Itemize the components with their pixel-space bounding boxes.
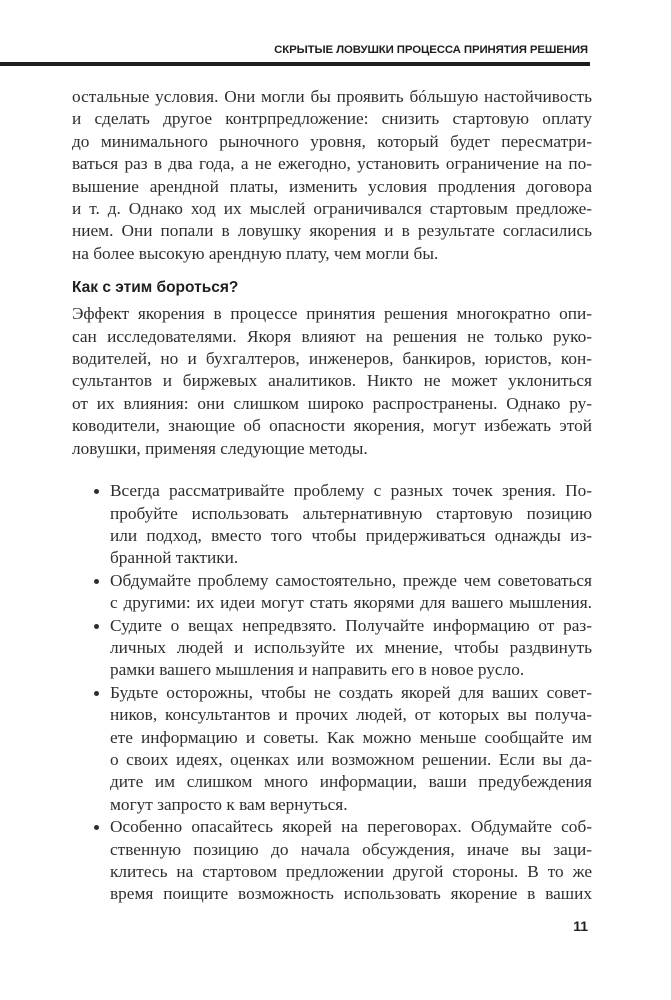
text-line: водителей, но и бухгалтеров, инженеров, банкиров, юристов, кон- xyxy=(72,349,592,369)
text-line: от их влияния: они слишком широко распространены. Однако ру- xyxy=(72,393,592,413)
text-line: Эффект якорения в процессе принятия решения многократно опи- xyxy=(72,304,592,324)
page-body xyxy=(72,86,592,906)
running-head: СКРЫТЫЕ ЛОВУШКИ ПРОЦЕССА ПРИНЯТИЯ РЕШЕНИЯ xyxy=(274,44,588,56)
list-item xyxy=(72,480,592,570)
text-line: Будьте осторожны, чтобы не создать якорей для ваших совет- xyxy=(110,682,592,702)
bullet-icon xyxy=(94,579,99,584)
text-line: ководители, знающие об опасности якорения, могут избежать этой xyxy=(72,416,592,436)
text-line: и сделать другое контрпредложение: снизить стартовую оплату xyxy=(72,109,592,129)
text-line: до минимального рыночного уровня, который будет пересматри- xyxy=(72,131,592,151)
text-line: клитесь на стартовом предложении другой стороны. В то же xyxy=(110,862,592,881)
page-number: 11 xyxy=(573,918,588,934)
text-line: время поищите возможность использовать якорение в ваших xyxy=(110,884,592,904)
text-line: пробуйте использовать альтернативную стартовую позицию xyxy=(110,503,592,523)
text-line: и т. д. Однако ход их мыслей ограничивался стартовым предложе- xyxy=(72,199,592,219)
text-line: Особенно опасайтесь якорей на переговорах. Обдумайте соб- xyxy=(110,817,592,837)
text-line: нием. Они попали в ловушку якорения и в результате согласились xyxy=(72,221,592,241)
text-line: на более высокую арендную плату, чем могли бы. xyxy=(72,243,439,263)
text-line: сультантов и биржевых аналитиков. Никто не может уклониться xyxy=(72,371,592,391)
list-item xyxy=(72,570,592,615)
text-line: Обдумайте проблему самостоятельно, прежде чем советоваться xyxy=(110,570,592,590)
text-line: ственную позицию до начала обсуждения, иначе вы заци- xyxy=(110,839,592,859)
list-item xyxy=(72,682,592,816)
intro-paragraph xyxy=(72,86,592,265)
text-line: остальные условия. Они могли бы проявить бóльшую настойчивость xyxy=(72,87,592,106)
text-line: вышение арендной платы, изменить условия продления договора xyxy=(72,176,592,196)
bullet-icon xyxy=(94,624,99,629)
bullet-icon xyxy=(94,489,99,494)
bullet-icon xyxy=(94,825,99,830)
text-line: дите им слишком много информации, ваши предубеждения xyxy=(110,772,592,792)
section-paragraph xyxy=(72,303,592,460)
text-line: ваться раз в два года, а не ежегодно, установить ограничение на по- xyxy=(72,154,592,174)
text-line: ете информацию и советы. Как можно меньше сообщайте им xyxy=(110,727,592,747)
text-line: с другими: их идеи могут стать якорями для вашего мышления. xyxy=(110,593,592,613)
header-rule xyxy=(0,62,590,66)
text-line: рамки вашего мышления и направить его в новое русло. xyxy=(110,660,525,680)
methods-list xyxy=(72,480,592,906)
section-heading: Как с этим бороться? xyxy=(72,279,239,297)
text-line: или подход, вместо того чтобы придерживаться однажды из- xyxy=(110,525,592,545)
text-line: могут запросто к вам вернуться. xyxy=(110,794,348,814)
text-line: бранной тактики. xyxy=(110,548,239,568)
text-line: о своих идеях, оценках или возможном решении. Если вы да- xyxy=(110,749,592,769)
list-item xyxy=(72,615,592,682)
text-line: личных людей и используйте их мнение, чтобы раздвинуть xyxy=(110,637,592,657)
text-line: ников, консультантов и прочих людей, от которых вы получа- xyxy=(110,705,592,725)
bullet-icon xyxy=(94,691,99,696)
list-item xyxy=(72,816,592,906)
text-line: Всегда рассматривайте проблему с разных точек зрения. По- xyxy=(110,481,592,501)
text-line: Судите о вещах непредвзято. Получайте информацию от раз- xyxy=(110,615,592,635)
text-line: ловушки, применяя следующие методы. xyxy=(72,438,368,458)
text-line: сан исследователями. Якоря влияют на решения не только руко- xyxy=(72,326,592,346)
